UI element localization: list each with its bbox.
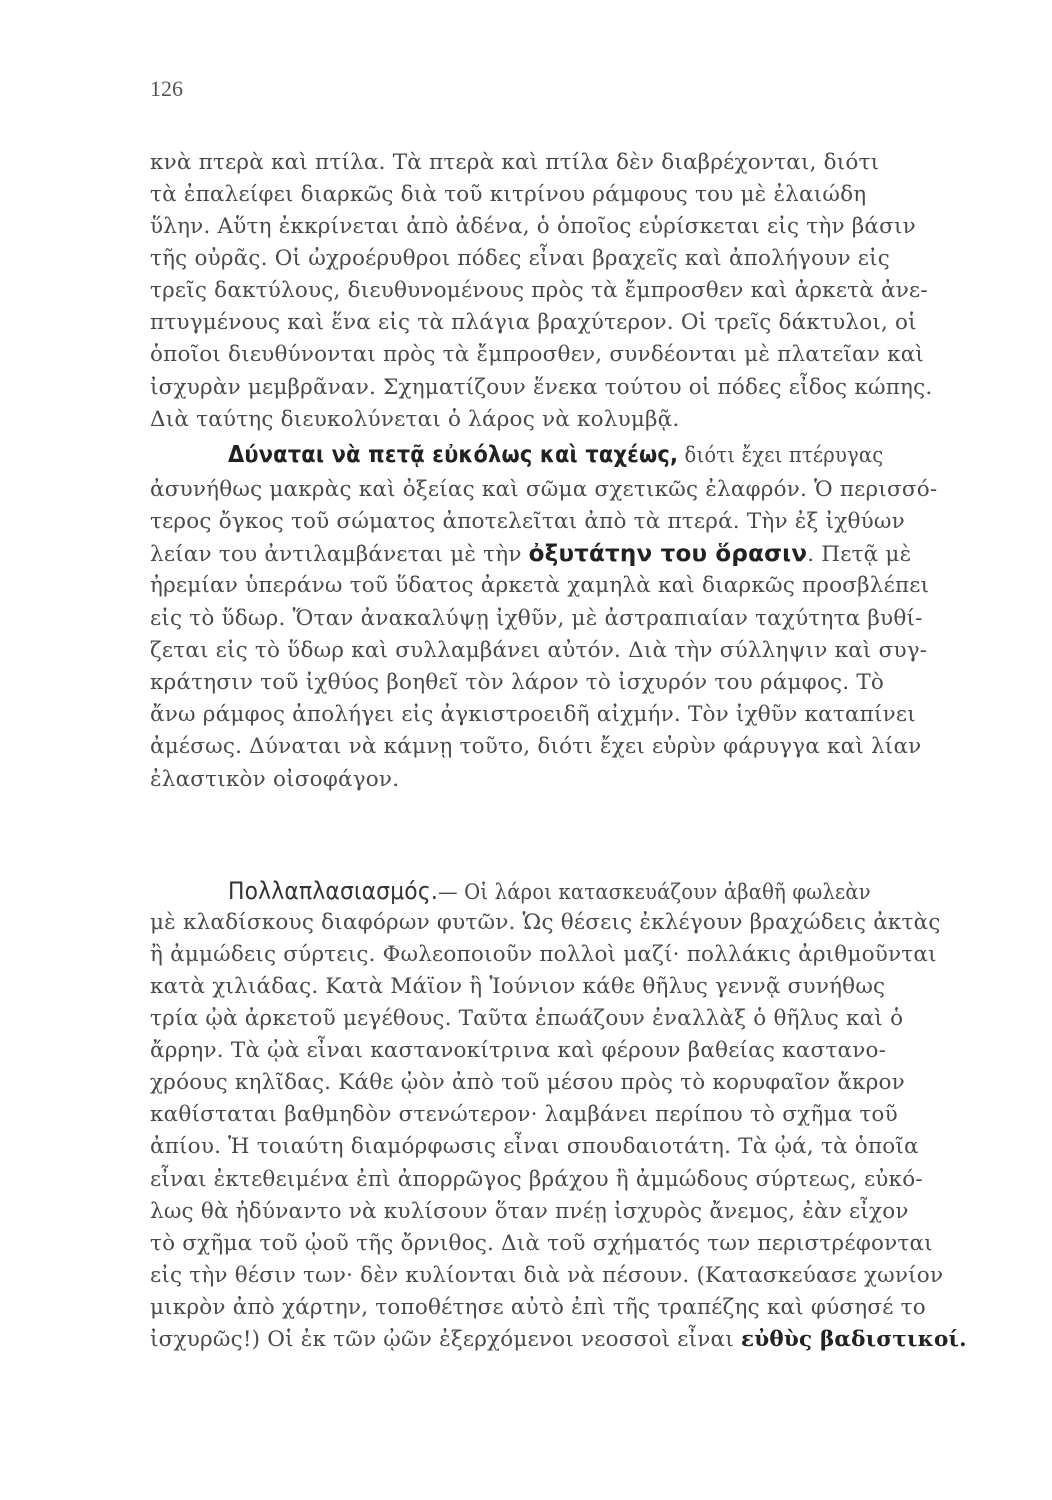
emphasis-segment: ὀξυτάτην του ὅρασιν bbox=[528, 541, 808, 567]
text-line bbox=[150, 148, 1020, 178]
text-line bbox=[150, 972, 1020, 1002]
text-segment: εἰς τὴν θέσιν των· δὲν κυλίονται διὰ νὰ πέσουν. (Κατασκεύασε χωνίον bbox=[150, 1263, 944, 1288]
text-segment: — Οἱ λάροι κατασκευάζουν ἀβαθῆ φωλεὰν bbox=[437, 880, 871, 905]
text-line bbox=[150, 1261, 1020, 1291]
text-segment: λείαν του ἀντιλαμβάνεται μὲ τὴν bbox=[150, 542, 529, 567]
text-segment: κατὰ χιλιάδας. Κατὰ Μάϊον ἢ Ἰούνιον κάθε θῆλυς γεννᾷ συνήθως bbox=[150, 974, 886, 999]
text-segment: ἰσχυρῶς!) Οἱ ἐκ τῶν ᾠῶν ἐξερχόμενοι νεοσσοὶ εἶναι bbox=[150, 1327, 741, 1352]
text-line bbox=[150, 180, 1020, 210]
text-line bbox=[228, 876, 1020, 906]
text-line bbox=[150, 1293, 1020, 1323]
text-segment: ἄνω ράμφος ἀπολήγει εἰς ἀγκιστροειδῆ αἰχμήν. Τὸν ἰχθῦν καταπίνει bbox=[150, 702, 916, 727]
text-line bbox=[150, 405, 1020, 435]
text-segment: ἐλαστικὸν οἰσοφάγον. bbox=[150, 767, 400, 792]
text-segment: λως θὰ ἠδύναντο νὰ κυλίσουν ὅταν πνέῃ ἰσχυρὸς ἄνεμος, ἐὰν εἶχον bbox=[150, 1199, 909, 1224]
text-line bbox=[150, 908, 1020, 938]
text-segment: πτυγμένους καὶ ἕνα εἰς τὰ πλάγια βραχύτερον. Οἱ τρεῖς δάκτυλοι, οἱ bbox=[150, 310, 917, 335]
text-line bbox=[150, 244, 1020, 274]
text-segment: ὕλην. Αὕτη ἐκκρίνεται ἀπὸ ἀδένα, ὁ ὁποῖος εὑρίσκεται εἰς τὴν βάσιν bbox=[150, 214, 916, 239]
text-segment: μὲ κλαδίσκους διαφόρων φυτῶν. Ὡς θέσεις ἐκλέγουν βραχώδεις ἀκτὰς bbox=[150, 910, 941, 935]
text-line bbox=[150, 700, 1020, 730]
text-line bbox=[150, 373, 1020, 403]
text-segment: τῆς οὐρᾶς. Οἱ ὠχροέρυθροι πόδες εἶναι βραχεῖς καὶ ἀπολήγουν εἰς bbox=[150, 246, 891, 271]
text-segment: ἰσχυρὰν μεμβρᾶναν. Σχηματίζουν ἕνεκα τούτου οἱ πόδες εἶδος κώπης. bbox=[150, 375, 933, 400]
text-line bbox=[150, 212, 1020, 242]
text-segment: τερος ὄγκος τοῦ σώματος ἀποτελεῖται ἀπὸ τὰ πτερά. Τὴν ἐξ ἰχθύων bbox=[150, 509, 905, 534]
text-segment: ὁποῖοι διευθύνονται πρὸς τὰ ἔμπροσθεν, συνδέονται μὲ πλατεῖαν καὶ bbox=[150, 342, 925, 367]
text-segment: τὰ ἐπαλείφει διαρκῶς διὰ τοῦ κιτρίνου ράμφους του μὲ ἐλαιώδη bbox=[150, 182, 867, 207]
text-segment: διότι ἔχει πτέρυγας bbox=[678, 443, 884, 468]
text-line bbox=[150, 1100, 1020, 1130]
text-segment: ἢ ἀμμώδεις σύρτεις. Φωλεοποιοῦν πολλοὶ μαζί· πολλάκις ἀριθμοῦνται bbox=[150, 942, 937, 967]
text-segment: μικρὸν ἀπὸ χάρτην, τοποθέτησε αὐτὸ ἐπὶ τῆς τραπέζης καὶ φύσησέ το bbox=[150, 1295, 926, 1320]
text-line bbox=[150, 276, 1020, 306]
text-segment: κνὰ πτερὰ καὶ πτίλα. Τὰ πτερὰ καὶ πτίλα δὲν διαβρέχονται, διότι bbox=[150, 150, 880, 175]
text-line bbox=[150, 308, 1020, 338]
text-line bbox=[150, 765, 1020, 795]
text-segment: εἶναι ἐκτεθειμένα ἐπὶ ἀπορρῶγος βράχου ἢ ἀμμώδους σύρτεως, εὐκό- bbox=[150, 1167, 923, 1192]
text-line bbox=[150, 539, 1020, 569]
text-line bbox=[150, 1197, 1020, 1227]
text-segment: Διὰ ταύτης διευκολύνεται ὁ λάρος νὰ κολυμβᾷ. bbox=[150, 407, 680, 432]
text-segment: εἰς τὸ ὕδωρ. Ὅταν ἀνακαλύψῃ ἰχθῦν, μὲ ἀστραπιαίαν ταχύτητα βυθί- bbox=[150, 606, 923, 631]
text-segment: τὸ σχῆμα τοῦ ᾠοῦ τῆς ὄρνιθος. Διὰ τοῦ σχήματός των περιστρέφονται bbox=[150, 1231, 933, 1256]
page-number: 126 bbox=[150, 76, 183, 101]
text-line bbox=[150, 732, 1020, 762]
text-segment: ζεται εἰς τὸ ὕδωρ καὶ συλλαμβάνει αὐτόν. Διὰ τὴν σύλληψιν καὶ συγ- bbox=[150, 638, 928, 663]
text-line bbox=[228, 440, 1020, 470]
text-segment: . Πετᾷ μὲ bbox=[807, 542, 912, 567]
text-segment: τρία ᾠὰ ἀρκετοῦ μεγέθους. Ταῦτα ἐπωάζουν ἐναλλὰξ ὁ θῆλυς καὶ ὁ bbox=[150, 1006, 904, 1031]
text-line bbox=[150, 1068, 1020, 1098]
text-segment: χρόους κηλῖδας. Κάθε ᾠὸν ἀπὸ τοῦ μέσου πρὸς τὸ κορυφαῖον ἄκρον bbox=[150, 1070, 905, 1095]
text-line bbox=[150, 1165, 1020, 1195]
text-line bbox=[150, 636, 1020, 666]
text-segment: κράτησιν τοῦ ἰχθύος βοηθεῖ τὸν λάρον τὸ ἰσχυρόν του ράμφος. Τὸ bbox=[150, 670, 885, 695]
text-segment: καθίσταται βαθμηδὸν στενώτερον· λαμβάνει περίπου τὸ σχῆμα τοῦ bbox=[150, 1102, 898, 1127]
text-line bbox=[150, 940, 1020, 970]
text-line bbox=[150, 1004, 1020, 1034]
text-line bbox=[150, 1325, 1020, 1355]
text-line bbox=[150, 475, 1020, 505]
text-line bbox=[150, 571, 1020, 601]
text-segment: ἀμέσως. Δύναται νὰ κάμνῃ τοῦτο, διότι ἔχει εὐρὺν φάρυγγα καὶ λίαν bbox=[150, 734, 922, 759]
emphasis-segment: Πολλαπλασιασμός. bbox=[228, 877, 438, 905]
text-line bbox=[150, 1132, 1020, 1162]
text-segment: ἄρρην. Τὰ ᾠὰ εἶναι καστανοκίτρινα καὶ φέρουν βαθείας καστανο- bbox=[150, 1038, 887, 1063]
text-line bbox=[150, 1036, 1020, 1066]
text-line bbox=[150, 604, 1020, 634]
emphasis-segment: εὐθὺς βαδιστικοί. bbox=[740, 1327, 967, 1352]
text-segment: ἀσυνήθως μακρὰς καὶ ὀξείας καὶ σῶμα σχετικῶς ἐλαφρόν. Ὁ περισσό- bbox=[150, 477, 938, 502]
text-line bbox=[150, 1229, 1020, 1259]
text-line bbox=[150, 668, 1020, 698]
text-line bbox=[150, 340, 1020, 370]
text-segment: τρεῖς δακτύλους, διευθυνομένους πρὸς τὰ ἔμπροσθεν καὶ ἀρκετὰ ἀνε- bbox=[150, 278, 928, 303]
emphasis-segment: Δύναται νὰ πετᾷ εὐκόλως καὶ ταχέως, bbox=[228, 442, 679, 468]
text-line bbox=[150, 507, 1020, 537]
text-segment: ἀπίου. Ἡ τοιαύτη διαμόρφωσις εἶναι σπουδαιοτάτη. Τὰ ᾠά, τὰ ὁποῖα bbox=[150, 1134, 919, 1159]
text-segment: ἠρεμίαν ὑπεράνω τοῦ ὕδατος ἀρκετὰ χαμηλὰ καὶ διαρκῶς προσβλέπει bbox=[150, 573, 930, 598]
